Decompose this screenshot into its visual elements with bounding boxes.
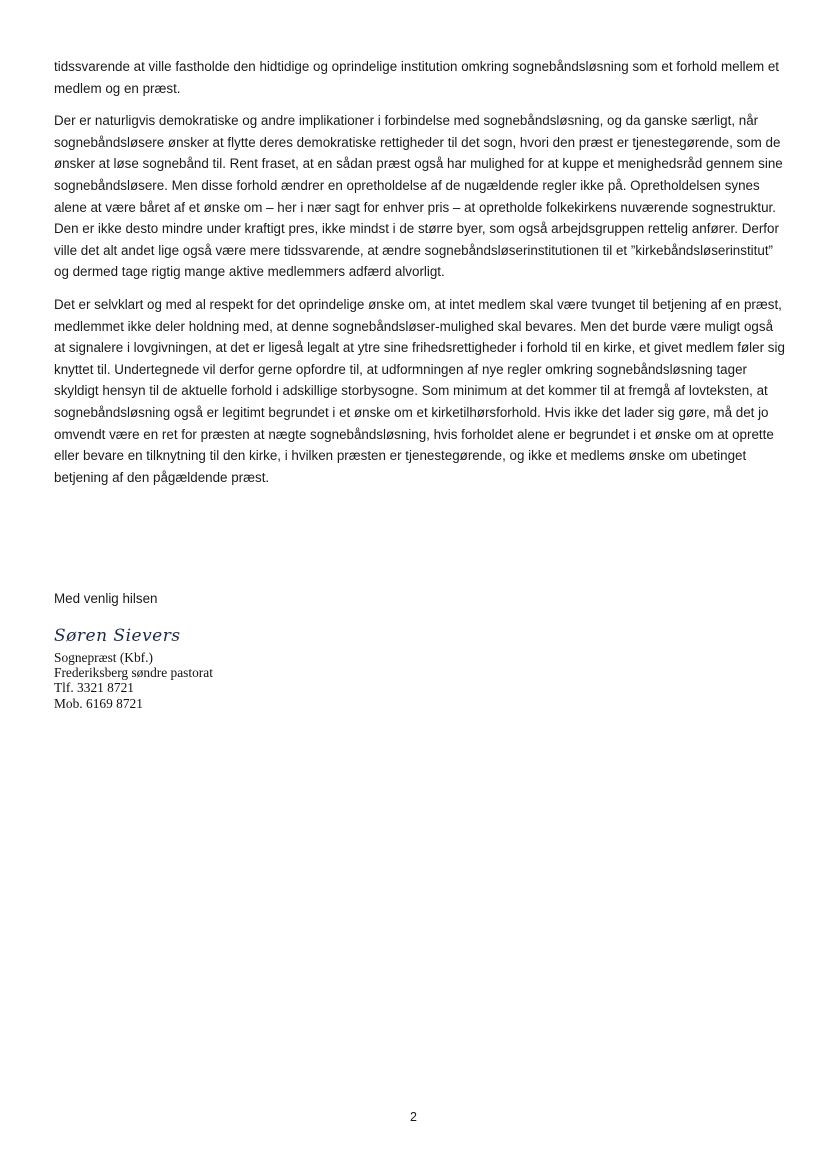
signature-title: Sognepræst (Kbf.): [54, 650, 153, 665]
letter-body: [54, 56, 786, 499]
paragraph-3: Det er selvklart og med al respekt for det oprindelige ønske om, at intet medlem skal være tvunget til betjening af en præst, medlemmet ikke deler holdning med, at denne sognebåndsløser-mulighed skal bevares. Men det burde være muligt også at signalere i lovgivningen, at det er ligeså legalt at ytre sine frihedsrettigheder i forhold til en kirke, et givet medlem føler sig knyttet til. Undertegnede vil derfor gerne opfordre til, at udformningen af nye regler omkring sognebåndsløsning tager skyldigt hensyn til de aktuelle forhold i adskillige storbysogne. Som minimum at det kommer til at fremgå af lovteksten, at sognebåndsløsning også er legitimt begrundet i et ønske om et kirketilhørsforhold. Hvis ikke det lader sig gøre, må det jo omvendt være en ret for præsten at nægte sognebåndsløsning, hvis forholdet alene er begrundet i et ønske om at oprette eller bevare en tilknytning til den kirke, i hvilken præsten er tjenestegørende, og ikke et medlems ønske om ubetinget betjening af den pågældende præst.: [54, 296, 785, 485]
page-number: 2: [410, 1110, 417, 1124]
signature-pastorate: Frederiksberg søndre pastorat: [54, 665, 213, 681]
paragraph-1: tidssvarende at ville fastholde den hidtidige og oprindelige institution omkring sognebåndsløsning som et forhold mellem et medlem og en præst.: [54, 59, 780, 96]
signature-mobile: Mob. 6169 8721: [54, 695, 143, 711]
handwritten-signature: Søren Sievers: [54, 626, 181, 646]
signature-phone: Tlf. 3321 8721: [54, 680, 134, 696]
paragraph-2: Der er naturligvis demokratiske og andre implikationer i forbindelse med sognebåndsløsning, og da ganske særligt, når sognebåndsløsere ønsker at flytte deres demokratiske rettigheder til det sogn, hvori den præst er tjenestegørende, som de ønsker at løse sognebånd til. Rent fraset, at en sådan præst også har mulighed for at kuppe et menighedsråd gennem sine sognebåndsløsere. Men disse forhold ændrer en opretholdelse af de nugældende regler ikke på. Opretholdelsen synes alene at være båret af et ønske om – her i nær sagt for enhver pris – at opretholde folkekirkens nuværende sognestruktur. Den er ikke desto mindre under kraftigt pres, ikke mindst i de større byer, som også arbejdsgruppen rettelig anfører. Derfor ville det alt andet lige også være mere tidssvarende, at ændre sognebåndsløserinstitutionen til et ”kirkebåndsløserinstitut” og dermed tage rigtig mange aktive medlemmers adfærd alvorligt.: [54, 113, 783, 280]
signature-block: [54, 650, 213, 711]
closing-salutation: Med venlig hilsen: [54, 591, 158, 606]
